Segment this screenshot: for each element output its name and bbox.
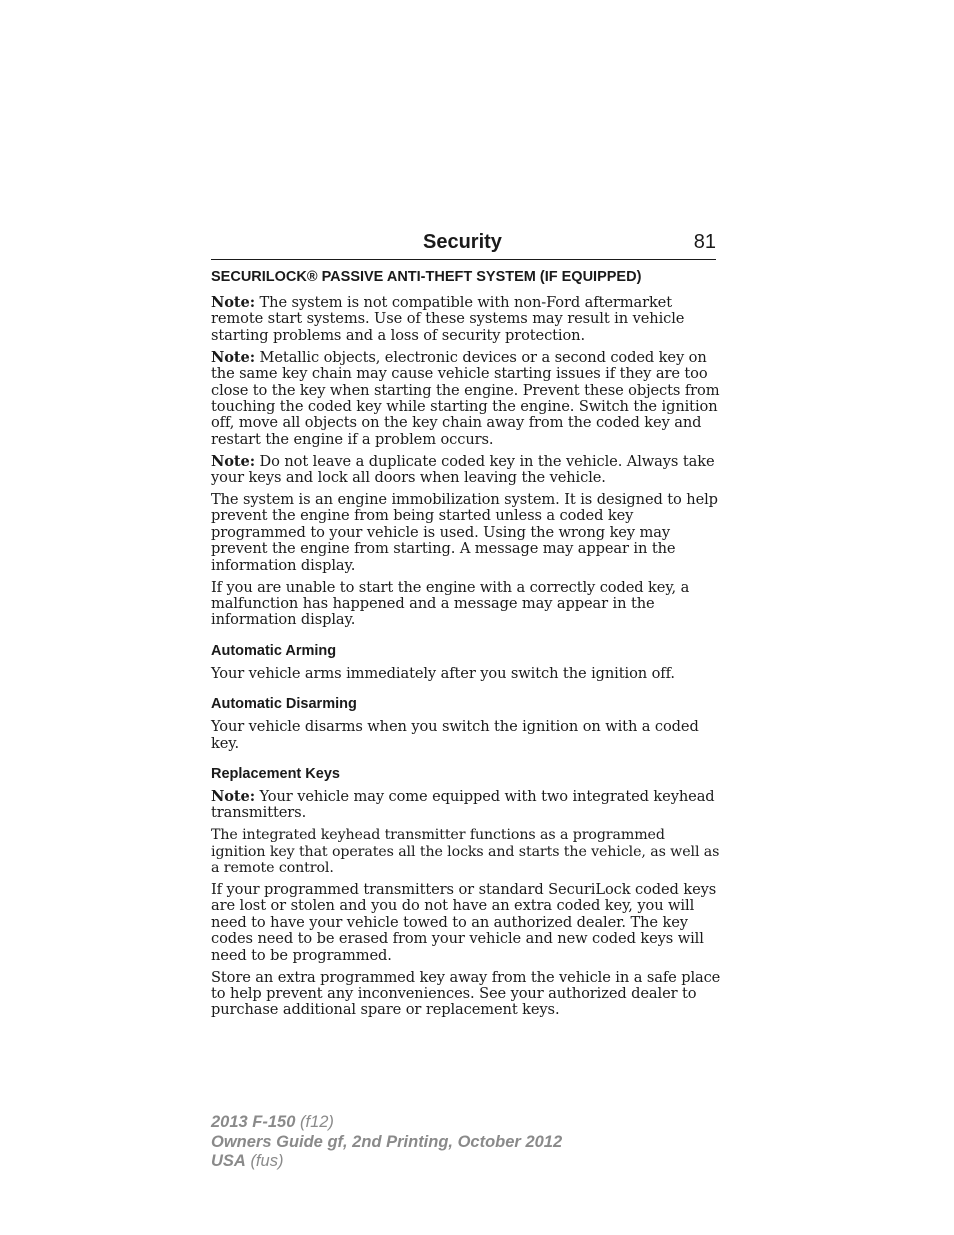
note-label: Note: xyxy=(211,294,255,311)
note-paragraph xyxy=(211,789,721,822)
body-paragraph: If you are unable to start the engine with a correctly coded key, a malfunction has happened and a message may appear in the information display. xyxy=(211,578,690,629)
page-footer xyxy=(211,1113,562,1172)
footer-model-code: (f12) xyxy=(300,1113,334,1131)
page-content xyxy=(211,266,721,1024)
body-paragraph: If your programmed transmitters or standard SecuriLock coded keys are lost or stolen and you do not have an extra coded key, you will need to have your vehicle towed to an authorized dealer. The key codes need to be erased from your vehicle and new coded keys will need to be programmed. xyxy=(211,880,717,964)
note-paragraph xyxy=(211,350,721,448)
note-label: Note: xyxy=(211,787,255,805)
footer-market-code: (fus) xyxy=(250,1152,284,1170)
note-text: Your vehicle may come equipped with two integrated keyhead transmitters. xyxy=(211,787,715,822)
note-paragraph xyxy=(211,295,721,344)
footer-model-line xyxy=(211,1113,562,1133)
note-label: Note: xyxy=(211,452,255,470)
page-header xyxy=(211,229,716,260)
body-paragraph: Your vehicle arms immediately after you switch the ignition off. xyxy=(211,664,675,682)
page-title: Security xyxy=(423,231,502,253)
footer-market: USA xyxy=(211,1152,246,1170)
footer-market-line xyxy=(211,1152,562,1172)
subheading-automatic-arming: Automatic Arming xyxy=(211,642,337,659)
note-text: The system is not compatible with non-Ford aftermarket remote start systems. Use of these systems may result in vehicle starting problems and a loss of security protection. xyxy=(211,294,685,344)
subheading-automatic-disarming: Automatic Disarming xyxy=(211,696,357,713)
body-paragraph: The system is an engine immobilization system. It is designed to help prevent the engine from being started unless a coded key programmed to your vehicle is used. Using the wrong key may prevent the engine from starting. A message may appear in the information display. xyxy=(211,490,718,574)
note-text: Do not leave a duplicate coded key in the vehicle. Always take your keys and lock all doors when leaving the vehicle. xyxy=(211,452,715,487)
subheading-replacement-keys: Replacement Keys xyxy=(211,765,340,782)
body-paragraph: Your vehicle disarms when you switch the ignition on with a coded key. xyxy=(211,718,699,752)
body-paragraph: Store an extra programmed key away from the vehicle in a safe place to help prevent any inconveniences. See your authorized dealer to purchase additional spare or replacement keys. xyxy=(211,968,721,1019)
footer-model: 2013 F-150 xyxy=(211,1113,296,1131)
body-paragraph: The integrated keyhead transmitter functions as a programmed ignition key that operates all the locks and starts the vehicle, as well as a remote control. xyxy=(211,827,720,877)
note-paragraph xyxy=(211,454,721,487)
section-heading: SECURILOCK® PASSIVE ANTI-THEFT SYSTEM (IF EQUIPPED) xyxy=(211,269,642,285)
page-number: 81 xyxy=(693,231,716,253)
footer-guide: Owners Guide gf, 2nd Printing, October 2012 xyxy=(211,1132,563,1151)
note-text: Metallic objects, electronic devices or a second coded key on the same key chain may cause vehicle starting issues if they are too close to the key when starting the engine. Prevent these objects from touching the coded key while starting the engine. Switch the ignition off, move all objects on the key chain away from the coded key and restart the engine if a problem occurs. xyxy=(211,348,720,448)
note-label: Note: xyxy=(211,348,255,366)
